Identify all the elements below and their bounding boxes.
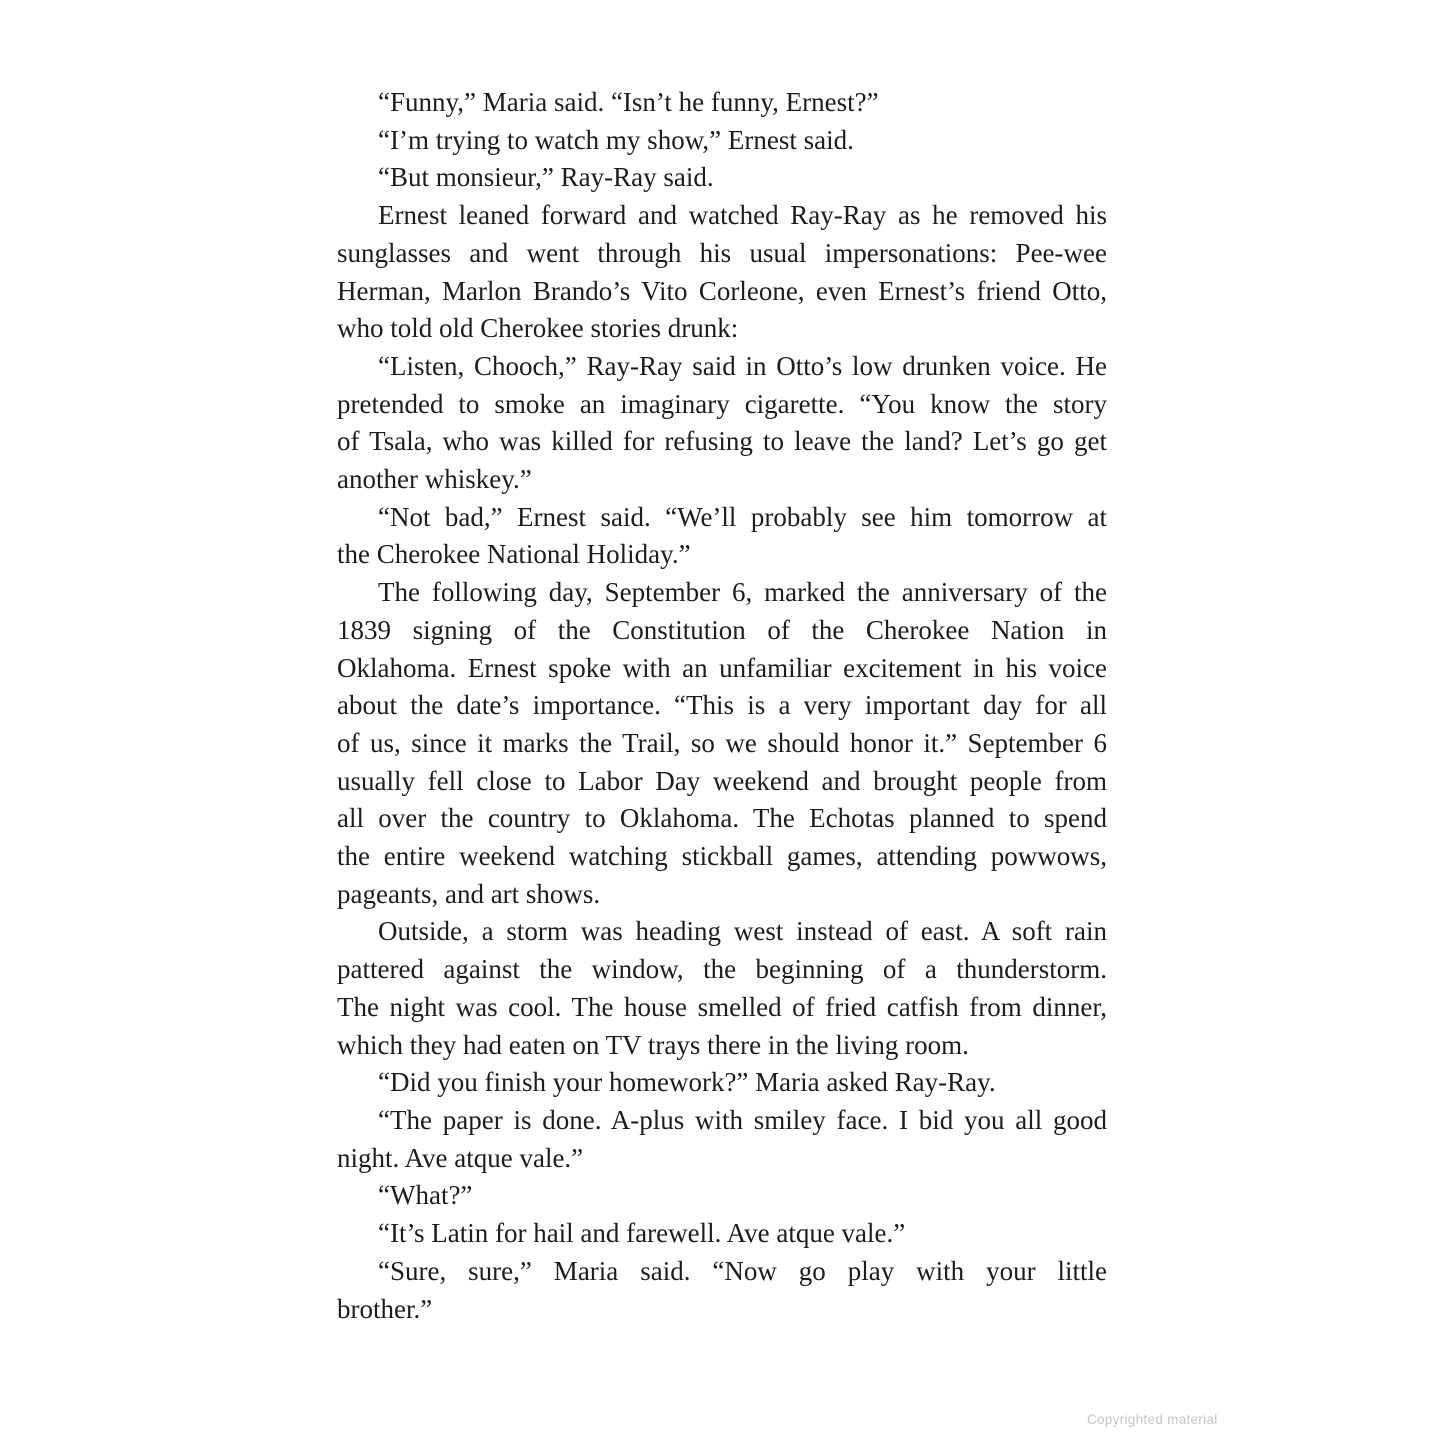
text-line: the entire weekend watching stickball games, attending powwows, bbox=[337, 841, 1107, 872]
paragraph bbox=[337, 1215, 1107, 1253]
text-line: The night was cool. The house smelled of fried catfish from dinner, bbox=[337, 991, 1107, 1022]
text-line: of Tsala, who was killed for refusing to leave the land? Let’s go get bbox=[337, 426, 1107, 457]
text-line: Oklahoma. Ernest spoke with an unfamiliar excitement in his voice bbox=[337, 652, 1107, 683]
text-line: who told old Cherokee stories drunk: bbox=[337, 313, 739, 344]
text-line: The following day, September 6, marked the anniversary of the bbox=[378, 577, 1107, 608]
text-line: 1839 signing of the Constitution of the Cherokee Nation in bbox=[337, 614, 1107, 645]
paragraph bbox=[337, 348, 1107, 499]
text-line: “Listen, Chooch,” Ray-Ray said in Otto’s low drunken voice. He bbox=[378, 350, 1107, 381]
text-line: pretended to smoke an imaginary cigarette. “You know the story bbox=[337, 388, 1107, 419]
text-line: Outside, a storm was heading west instead of east. A soft rain bbox=[378, 916, 1107, 947]
text-line: Ernest leaned forward and watched Ray-Ray as he removed his bbox=[378, 200, 1107, 231]
text-line: usually fell close to Labor Day weekend and brought people from bbox=[337, 765, 1107, 796]
text-line: the Cherokee National Holiday.” bbox=[337, 539, 691, 570]
text-line: “Did you finish your homework?” Maria asked Ray-Ray. bbox=[378, 1067, 996, 1098]
text-line: “What?” bbox=[378, 1180, 473, 1211]
text-line: brother.” bbox=[337, 1293, 433, 1324]
text-line: “It’s Latin for hail and farewell. Ave atque vale.” bbox=[378, 1218, 906, 1249]
text-line: “Not bad,” Ernest said. “We’ll probably see him tomorrow at bbox=[378, 501, 1107, 532]
text-line: all over the country to Oklahoma. The Echotas planned to spend bbox=[337, 803, 1107, 834]
text-line: sunglasses and went through his usual impersonations: Pee-wee bbox=[337, 237, 1107, 268]
text-line: “I’m trying to watch my show,” Ernest said. bbox=[378, 124, 854, 155]
text-line: pattered against the window, the beginning of a thunderstorm. bbox=[337, 954, 1107, 985]
copyright-watermark: Copyrighted material bbox=[1087, 1412, 1218, 1427]
paragraph bbox=[337, 1102, 1107, 1177]
text-line: “Funny,” Maria said. “Isn’t he funny, Ernest?” bbox=[378, 87, 879, 117]
text-line: “Sure, sure,” Maria said. “Now go play with your little bbox=[378, 1255, 1107, 1286]
text-line: of us, since it marks the Trail, so we should honor it.” September 6 bbox=[337, 727, 1107, 758]
text-line: “The paper is done. A-plus with smiley face. I bid you all good bbox=[378, 1104, 1107, 1135]
paragraph bbox=[337, 913, 1107, 1064]
paragraph bbox=[337, 1064, 1107, 1102]
text-line: which they had eaten on TV trays there in the living room. bbox=[337, 1029, 969, 1060]
text-line: about the date’s importance. “This is a very important day for all bbox=[337, 690, 1107, 721]
paragraph bbox=[337, 122, 1107, 160]
paragraph bbox=[337, 1253, 1107, 1328]
paragraph bbox=[337, 84, 1107, 122]
text-line: “But monsieur,” Ray-Ray said. bbox=[378, 162, 714, 193]
paragraph bbox=[337, 197, 1107, 348]
paragraph bbox=[337, 499, 1107, 574]
body-text bbox=[337, 84, 1107, 1328]
text-line: pageants, and art shows. bbox=[337, 878, 601, 909]
text-line: night. Ave atque vale.” bbox=[337, 1142, 584, 1173]
text-line: Herman, Marlon Brando’s Vito Corleone, even Ernest’s friend Otto, bbox=[337, 275, 1107, 306]
paragraph bbox=[337, 159, 1107, 197]
paragraph bbox=[337, 1177, 1107, 1215]
paragraph bbox=[337, 574, 1107, 913]
text-line: another whiskey.” bbox=[337, 464, 532, 495]
